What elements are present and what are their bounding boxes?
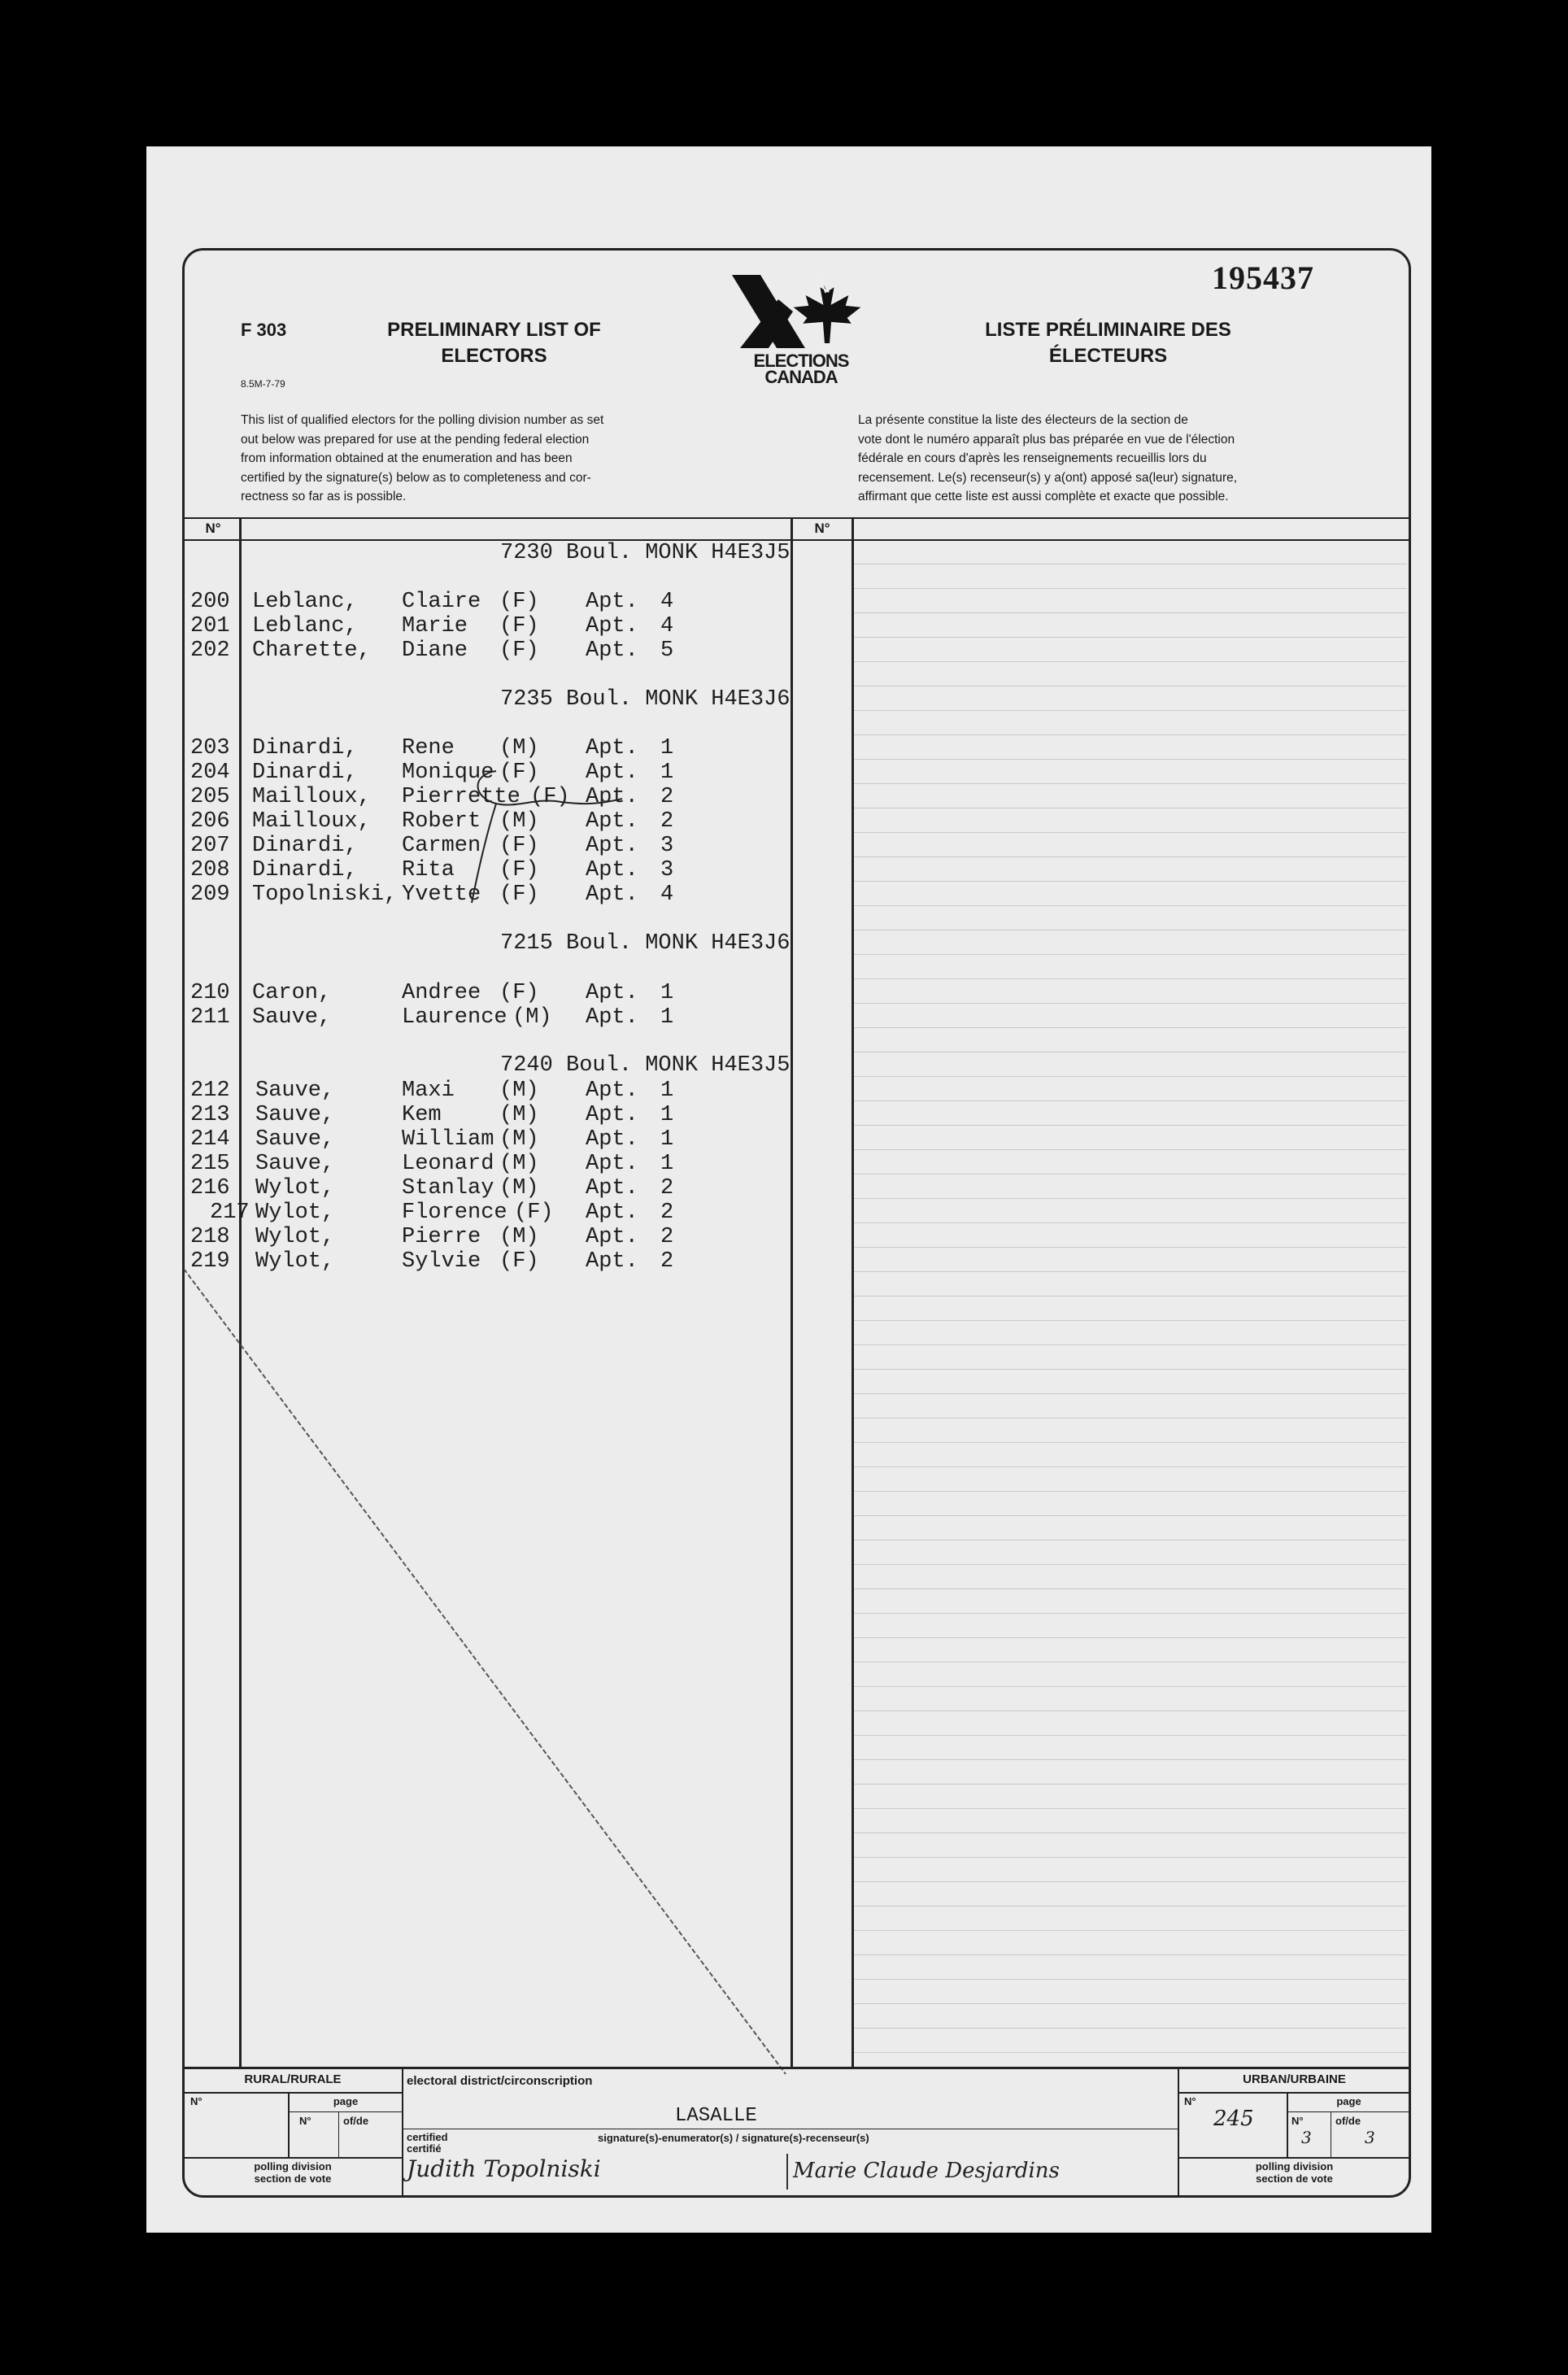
ruled-line (854, 2028, 1407, 2029)
elector-given-name: Monique (402, 760, 494, 785)
elector-given-name: Sylvie (402, 1249, 481, 1274)
elector-number: 203 (190, 736, 230, 760)
intro-fr-line: La présente constitue la liste des électeurs de la section de (858, 413, 1188, 427)
district-value: LASALLE (675, 2105, 757, 2127)
intro-en-line: This list of qualified electors for the polling division number as set (241, 413, 604, 427)
elector-apt-number: 2 (660, 1176, 674, 1201)
elector-apt-label: Apt. (586, 614, 638, 638)
rural-page-rule (288, 2111, 402, 2112)
elector-surname: Sauve, (255, 1079, 335, 1103)
ruled-line (854, 832, 1407, 833)
elector-apt-number: 2 (660, 809, 674, 834)
elector-surname: Dinardi, (252, 736, 358, 760)
elector-given-name: Florence (402, 1201, 507, 1225)
elector-apt-label: Apt. (586, 1005, 638, 1030)
elector-apt-number: 1 (660, 981, 674, 1005)
elector-surname: Wylot, (255, 1249, 335, 1274)
certified-en: certified (407, 2131, 448, 2143)
column-header-no-left: N° (205, 521, 221, 536)
title-english-line-1: PRELIMINARY LIST OF (387, 319, 601, 341)
ruled-line (854, 1003, 1407, 1004)
ruled-line (854, 954, 1407, 955)
certified-fr: certifié (407, 2142, 442, 2155)
district-label: electoral district/circonscription (407, 2074, 593, 2088)
elector-number: 211 (190, 1005, 230, 1030)
ruled-line (854, 1710, 1407, 1711)
address-heading: 7240 Boul. MONK H4E3J5 (500, 1053, 791, 1078)
logo-text-line-2: CANADA (764, 367, 838, 387)
elector-number: 208 (190, 858, 230, 882)
intro-en-line: rectness so far as is possible. (241, 490, 407, 503)
elector-given-name: Kem (402, 1103, 442, 1127)
elector-sex: (F) (499, 981, 539, 1005)
elector-given-name: Marie (402, 614, 468, 638)
cancellation-line (184, 1269, 802, 2082)
rural-no-label: N° (190, 2095, 203, 2107)
elector-surname: Mailloux, (252, 785, 371, 809)
elector-given-name: Laurence (402, 1005, 507, 1030)
rural-bottom-rule (184, 2157, 402, 2159)
ruled-line (854, 1686, 1407, 1687)
elector-sex: (F) (514, 1201, 554, 1225)
elector-apt-number: 1 (660, 736, 674, 760)
elector-surname: Wylot, (255, 1176, 335, 1201)
elector-apt-number: 1 (660, 1127, 674, 1152)
urban-page-label: page (1336, 2095, 1361, 2107)
elector-apt-label: Apt. (586, 1079, 638, 1103)
elector-surname: Leblanc, (252, 614, 358, 638)
handwritten-bracket-mark (439, 756, 634, 919)
elector-given-name: Carmen (402, 834, 481, 858)
elector-apt-number: 2 (660, 1249, 674, 1274)
ruled-line (854, 1808, 1407, 1809)
elector-apt-label: Apt. (586, 1127, 638, 1152)
address-heading: 7230 Boul. MONK H4E3J5 (500, 541, 791, 565)
urban-no-label: N° (1184, 2095, 1196, 2107)
ruled-line (854, 1979, 1407, 1980)
urban-polling-en: polling division (1255, 2160, 1334, 2172)
ruled-line (854, 1076, 1407, 1077)
elector-number: 205 (190, 785, 230, 809)
ruled-line (854, 1613, 1407, 1614)
elector-number: 209 (190, 882, 230, 907)
elector-sex: (F) (499, 1249, 539, 1274)
ruled-line (854, 1100, 1407, 1101)
ruled-line (854, 1930, 1407, 1931)
ruled-line (854, 1222, 1407, 1223)
elector-number: 207 (190, 834, 230, 858)
rural-polling-fr: section de vote (254, 2172, 332, 2185)
elector-sex: (F) (530, 785, 570, 809)
elector-surname: Mailloux, (252, 809, 371, 834)
rural-polling-en: polling division (254, 2160, 332, 2172)
address-heading: 7215 Boul. MONK H4E3J6 (500, 931, 791, 956)
elector-sex: (F) (499, 858, 539, 882)
urban-of-label: of/de (1335, 2115, 1361, 2127)
urban-page-no-label: N° (1291, 2115, 1304, 2127)
middle-rule-right (852, 517, 854, 2068)
elector-surname: Dinardi, (252, 834, 358, 858)
title-english-line-2: ELECTORS (441, 345, 547, 367)
rural-page-no-label: N° (299, 2115, 311, 2127)
ruled-line (854, 2003, 1407, 2004)
elector-number: 214 (190, 1127, 230, 1152)
urban-bottom-rule (1179, 2157, 1409, 2159)
elector-apt-label: Apt. (586, 1201, 638, 1225)
elector-given-name: Andree (402, 981, 481, 1005)
rural-polling-label (184, 2160, 402, 2185)
elector-given-name: William (402, 1127, 494, 1152)
urban-label: URBAN/URBAINE (1243, 2072, 1346, 2086)
elector-sex: (M) (499, 1103, 539, 1127)
elector-apt-number: 1 (660, 1079, 674, 1103)
ruled-line (854, 905, 1407, 906)
elector-surname: Sauve, (255, 1103, 335, 1127)
ruled-line (854, 734, 1407, 735)
elector-apt-label: Apt. (586, 590, 638, 614)
elector-given-name: Rene (402, 736, 455, 760)
ruled-line (854, 588, 1407, 589)
elector-apt-number: 2 (660, 785, 674, 809)
elector-number: 218 (190, 1225, 230, 1249)
elector-apt-label: Apt. (586, 1103, 638, 1127)
elector-surname: Caron, (252, 981, 332, 1005)
elector-apt-number: 2 (660, 1201, 674, 1225)
ruled-line (854, 1491, 1407, 1492)
logo-text-line-1: ELECTIONS (753, 351, 849, 371)
elector-apt-number: 1 (660, 760, 674, 785)
elector-given-name: Pierre (402, 1225, 481, 1249)
signature-label: signature(s)-enumerator(s) / signature(s)-recenseur(s) (598, 2132, 869, 2144)
elector-number: 206 (190, 809, 230, 834)
intro-fr-line: recensement. Le(s) recenseur(s) y a(ont) apposé sa(leur) signature, (858, 470, 1238, 485)
serial-number: 195437 (1212, 259, 1314, 296)
column-header-rule (184, 539, 1409, 541)
elector-number: 212 (190, 1079, 230, 1103)
elector-apt-number: 4 (660, 590, 674, 614)
urban-page-total: 3 (1365, 2128, 1375, 2147)
ruled-line (854, 1637, 1407, 1638)
elector-sex: (M) (499, 809, 539, 834)
elector-given-name: Rita (402, 858, 455, 882)
elector-given-name: Diane (402, 638, 468, 663)
elector-apt-label: Apt. (586, 1249, 638, 1274)
ruled-line (854, 783, 1407, 784)
table-top-rule (184, 517, 1409, 519)
rural-of-label: of/de (343, 2115, 369, 2127)
elector-given-name: Yvette (402, 882, 481, 907)
ruled-line (854, 1735, 1407, 1736)
urban-label-rule (1179, 2092, 1409, 2094)
urban-page-rule (1287, 2111, 1409, 2112)
elector-sex: (F) (499, 590, 539, 614)
elector-apt-number: 1 (660, 1152, 674, 1176)
elector-number: 204 (190, 760, 230, 785)
rural-block (184, 2069, 402, 2196)
elector-sex: (F) (499, 834, 539, 858)
ruled-line (854, 2052, 1407, 2053)
rural-page-label: page (333, 2095, 359, 2107)
urban-polling-label (1179, 2160, 1409, 2185)
ruled-line (854, 637, 1407, 638)
elector-apt-number: 4 (660, 614, 674, 638)
elector-number: 202 (190, 638, 230, 663)
ruled-line (854, 759, 1407, 760)
elector-apt-label: Apt. (586, 981, 638, 1005)
ruled-line (854, 1125, 1407, 1126)
ruled-line (854, 1954, 1407, 1955)
intro-en-line: from information obtained at the enumeration and has been (241, 451, 573, 465)
ruled-line (854, 1588, 1407, 1589)
elector-given-name: Robert (402, 809, 481, 834)
elector-number: 219 (190, 1249, 230, 1274)
ruled-line (854, 661, 1407, 662)
elector-sex: (M) (499, 736, 539, 760)
elector-given-name: Maxi (402, 1079, 455, 1103)
elector-sex: (F) (499, 882, 539, 907)
intro-fr-line: vote dont le numéro apparaît plus bas préparée en vue de l'élection (858, 432, 1235, 447)
elector-apt-number: 2 (660, 1225, 674, 1249)
ruled-line (854, 1027, 1407, 1028)
ruled-line (854, 710, 1407, 711)
elector-surname: Dinardi, (252, 858, 358, 882)
intro-fr-line: affirmant que cette liste est aussi complète et exacte que possible. (858, 490, 1229, 503)
elector-surname: Sauve, (252, 1005, 332, 1030)
elector-sex: (F) (499, 614, 539, 638)
ruled-line (854, 1784, 1407, 1785)
elector-sex: (M) (499, 1225, 539, 1249)
elector-given-name: Leonard (402, 1152, 494, 1176)
signature-enumerator-2: Marie Claude Desjardins (793, 2159, 1060, 2183)
intro-en-line: certified by the signature(s) below as to completeness and cor- (241, 470, 591, 485)
elector-apt-label: Apt. (586, 1152, 638, 1176)
ruled-line (854, 1515, 1407, 1516)
urban-block (1179, 2069, 1409, 2196)
ruled-line (854, 978, 1407, 979)
ruled-line (854, 1857, 1407, 1858)
elector-number: 201 (190, 614, 230, 638)
ruled-line (854, 1759, 1407, 1760)
elector-given-name: Pierrette (402, 785, 520, 809)
elector-sex: (M) (499, 1176, 539, 1201)
elector-surname: Dinardi, (252, 760, 358, 785)
elector-apt-number: 1 (660, 1005, 674, 1030)
elector-number: 215 (190, 1152, 230, 1176)
intro-en-line: out below was prepared for use at the pending federal election (241, 432, 590, 447)
signature-divider (786, 2154, 788, 2190)
elector-number: 216 (190, 1176, 230, 1201)
rural-page-divider (338, 2111, 339, 2157)
elector-sex: (M) (499, 1079, 539, 1103)
elector-apt-label: Apt. (586, 834, 638, 858)
elector-sex: (F) (499, 638, 539, 663)
ruled-line (854, 1247, 1407, 1248)
certified-label (407, 2132, 448, 2155)
ruled-line (854, 1320, 1407, 1321)
ruled-line (854, 1466, 1407, 1467)
elector-apt-label: Apt. (586, 760, 638, 785)
ruled-line (854, 1369, 1407, 1370)
elector-apt-label: Apt. (586, 809, 638, 834)
elector-number: 213 (190, 1103, 230, 1127)
rural-label: RURAL/RURALE (244, 2072, 342, 2086)
ruled-line (854, 1881, 1407, 1882)
elector-surname: Topolniski, (252, 882, 398, 907)
elector-apt-label: Apt. (586, 785, 638, 809)
urban-polling-number: 245 (1213, 2107, 1254, 2131)
intro-fr-line: fédérale en cours d'après les renseignements recueillis lors du (858, 451, 1207, 465)
ruled-line (854, 1344, 1407, 1345)
ruled-line (854, 1906, 1407, 1907)
elector-apt-label: Apt. (586, 858, 638, 882)
ruled-line (854, 1198, 1407, 1199)
elector-sex: (M) (499, 1127, 539, 1152)
elector-apt-number: 3 (660, 858, 674, 882)
ruled-line (854, 612, 1407, 613)
elector-apt-label: Apt. (586, 1176, 638, 1201)
signature-enumerator-1: Judith Topolniski (407, 2155, 601, 2182)
elector-sex: (F) (499, 760, 539, 785)
elector-number: 217 (210, 1201, 250, 1225)
elector-apt-number: 5 (660, 638, 674, 663)
elector-number: 200 (190, 590, 230, 614)
elector-apt-label: Apt. (586, 736, 638, 760)
column-header-no-right: N° (814, 521, 830, 536)
elector-number: 210 (190, 981, 230, 1005)
footer-divider-left (402, 2069, 403, 2196)
ruled-line (854, 1149, 1407, 1150)
elector-apt-label: Apt. (586, 1225, 638, 1249)
elector-apt-number: 1 (660, 1103, 674, 1127)
urban-page-number: 3 (1301, 2128, 1312, 2147)
elector-surname: Sauve, (255, 1152, 335, 1176)
elector-given-name: Stanlay (402, 1176, 494, 1201)
elector-surname: Charette, (252, 638, 371, 663)
elector-surname: Leblanc, (252, 590, 358, 614)
ruled-line (854, 1442, 1407, 1443)
elector-apt-number: 3 (660, 834, 674, 858)
title-french-line-1: LISTE PRÉLIMINAIRE DES (985, 319, 1231, 341)
elector-given-name: Claire (402, 590, 481, 614)
ruled-line (854, 1564, 1407, 1565)
elector-surname: Wylot, (255, 1225, 335, 1249)
elector-surname: Wylot, (255, 1201, 335, 1225)
elector-sex: (M) (512, 1005, 552, 1030)
ruled-line (854, 1271, 1407, 1272)
rural-label-rule (184, 2092, 402, 2094)
ruled-line (854, 881, 1407, 882)
form-number: F 303 (241, 320, 287, 340)
elector-apt-number: 4 (660, 882, 674, 907)
title-french-line-2: ÉLECTEURS (1048, 345, 1168, 367)
elector-sex: (M) (499, 1152, 539, 1176)
address-heading: 7235 Boul. MONK H4E3J6 (500, 687, 791, 712)
urban-polling-fr: section de vote (1256, 2172, 1333, 2185)
elector-surname: Sauve, (255, 1127, 335, 1152)
elector-apt-label: Apt. (586, 882, 638, 907)
ruled-line (854, 1393, 1407, 1394)
elector-apt-label: Apt. (586, 638, 638, 663)
ruled-line (854, 856, 1407, 857)
ruled-line (854, 1832, 1407, 1833)
form-code: 8.5M-7-79 (241, 378, 285, 390)
